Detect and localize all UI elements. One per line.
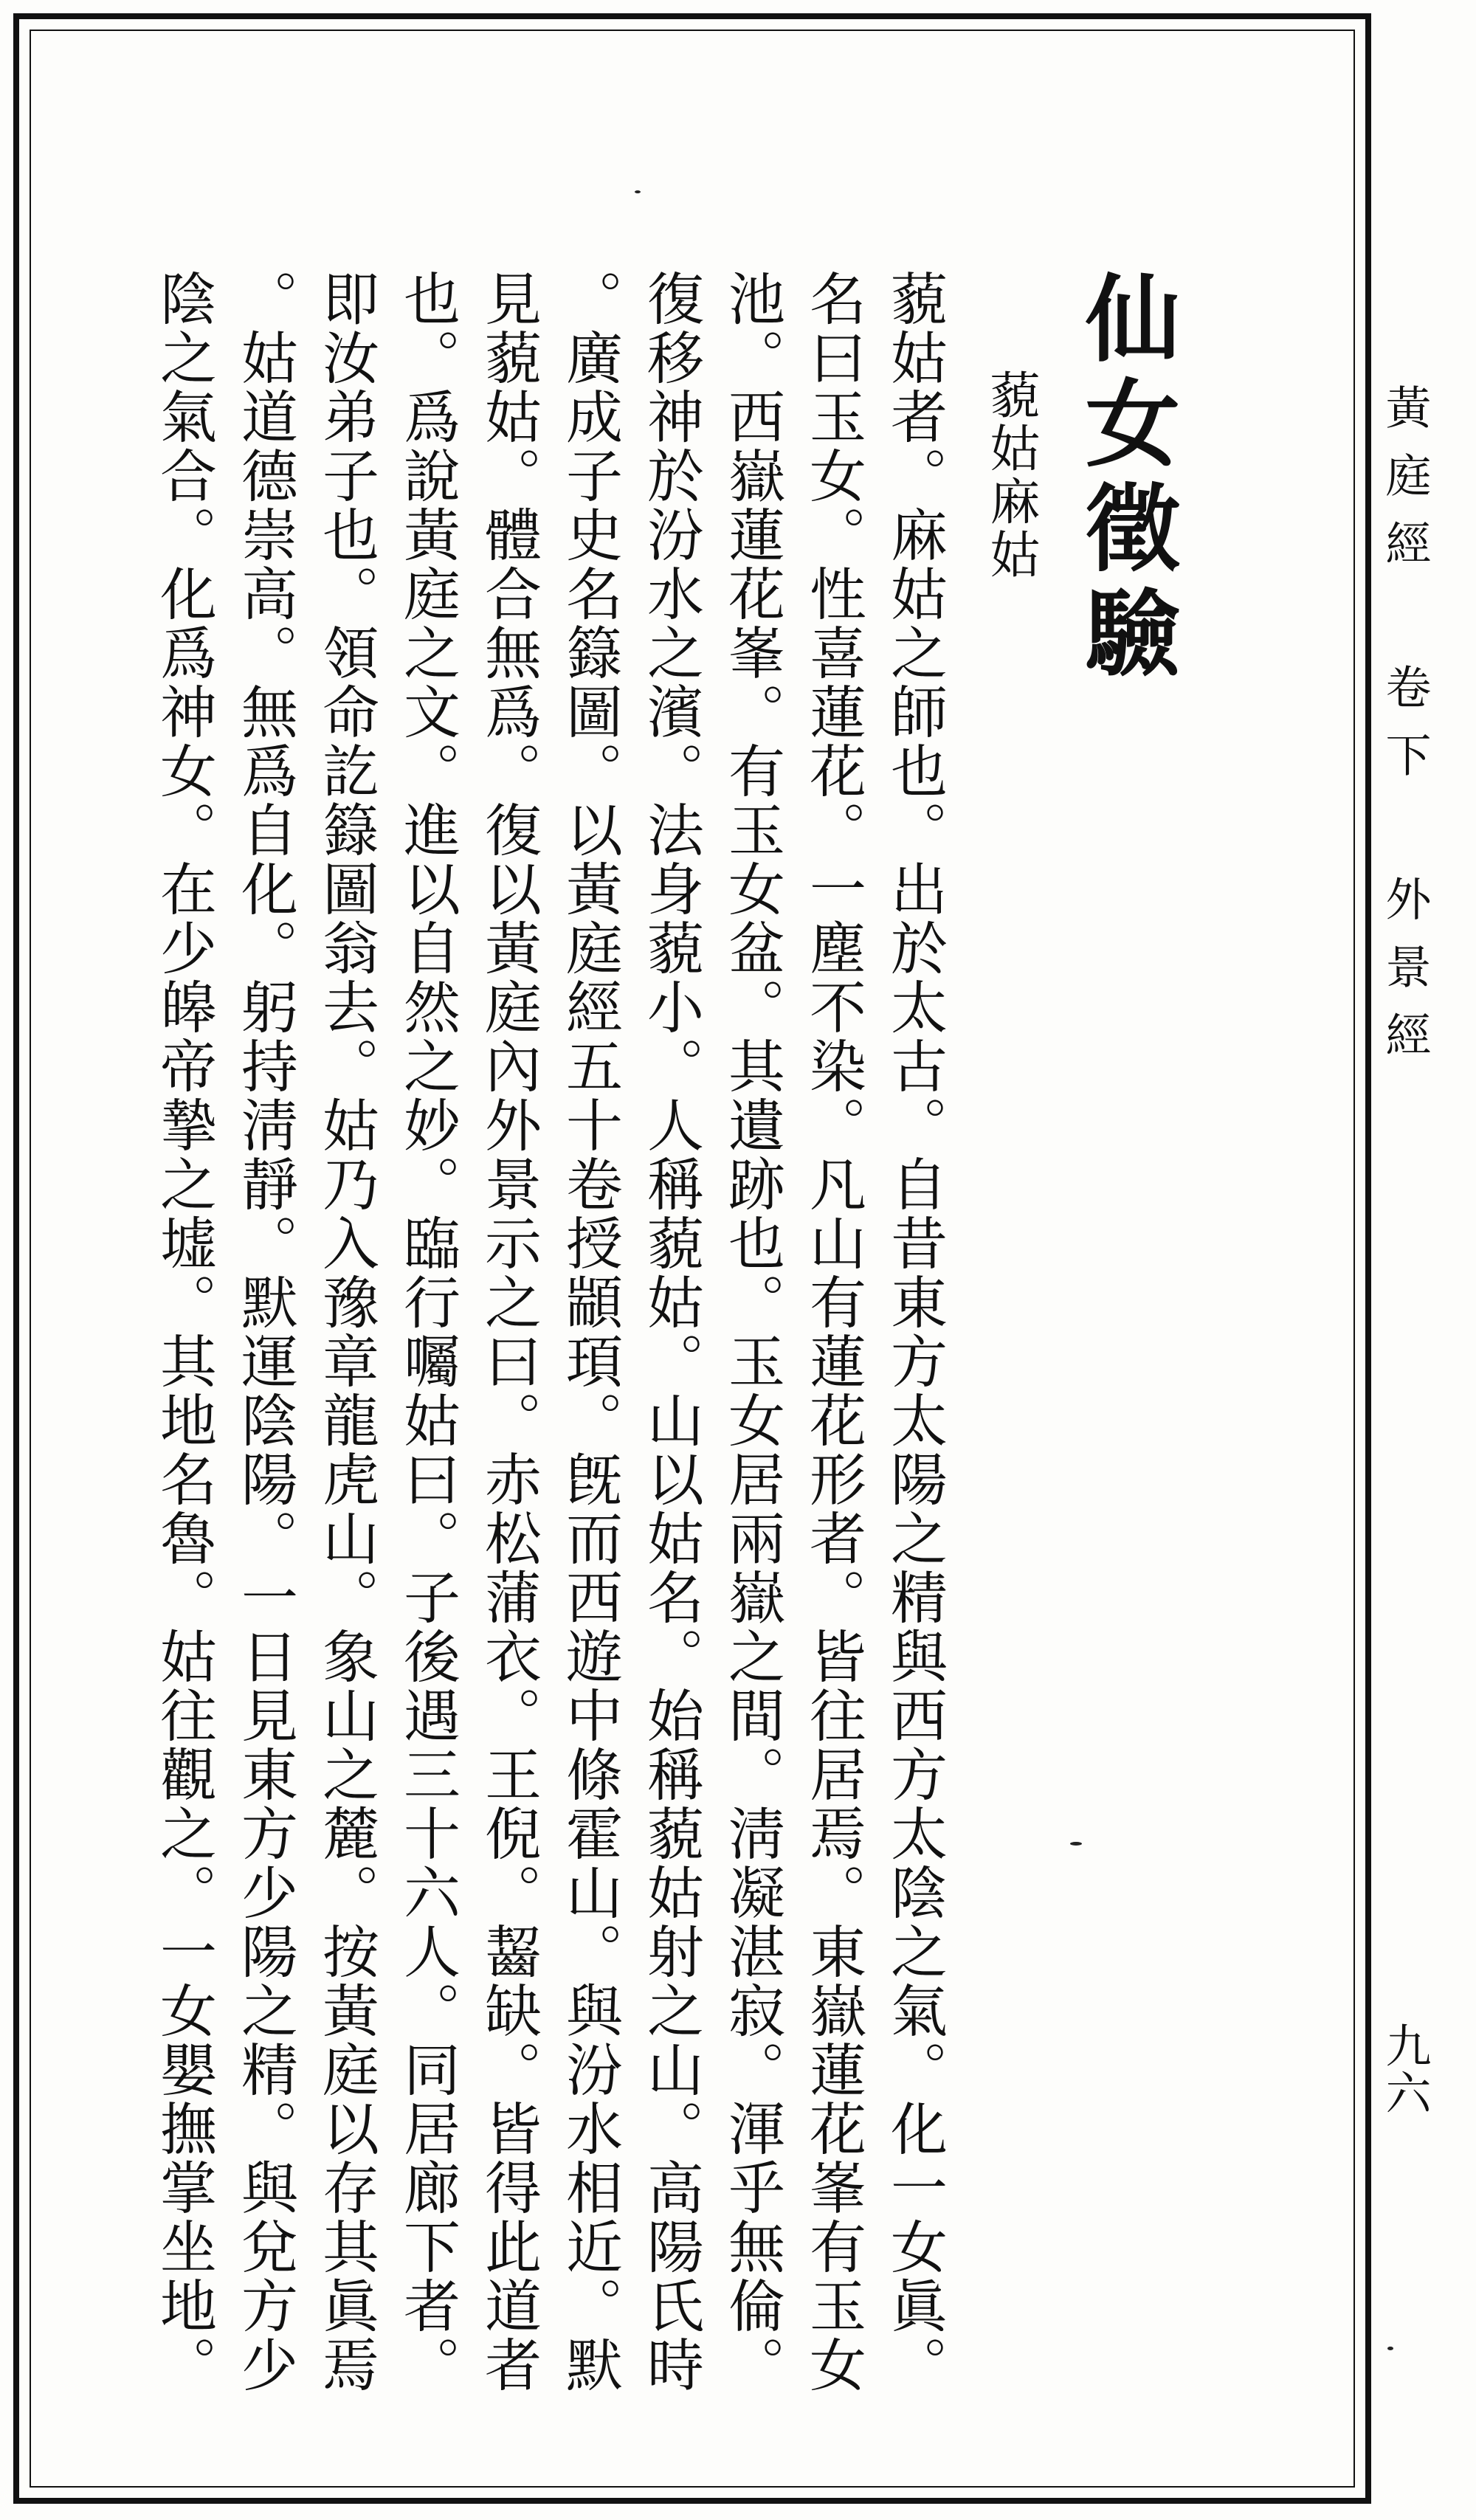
running-head: 黃庭經 卷下 外景經 bbox=[1378, 384, 1432, 1079]
body-column-2: 名曰玉女。性喜蓮花。一塵不染。凡山有蓮花形者。皆往居焉。東嶽蓮花峯有玉女 bbox=[800, 269, 866, 2395]
body-column-6: 見藐姑。體合無爲。復以黃庭內外景示之曰。赤松蒲衣。王倪。齧缺。皆得此道者 bbox=[475, 269, 541, 2395]
body-column-8: 即汝弟子也。領命訖籙圖翁去。姑乃入豫章龍虎山。象山之麓。按黃庭以存其眞焉 bbox=[313, 269, 379, 2395]
body-column-7: 也。爲說黃庭之文。進以自然之妙。臨行囑姑曰。子後遇三十六人。同居廊下者。 bbox=[394, 269, 460, 2395]
body-column-5: 。廣成子史名籙圖。以黃庭經五十卷授顓頊。旣而西遊中條霍山。與汾水相近。默 bbox=[556, 269, 622, 2395]
body-column-3: 池。西嶽蓮花峯。有玉女盆。其遺跡也。玉女居兩嶽之間。淸凝湛寂。渾乎無倫。 bbox=[719, 269, 784, 2395]
page-number: 九六 bbox=[1378, 2022, 1432, 2116]
scan-speck bbox=[1070, 1842, 1082, 1846]
section-subtitle: 藐姑麻姑 bbox=[982, 369, 1040, 581]
scan-speck bbox=[635, 190, 641, 193]
body-column-4: 復移神於汾水之濱。法身藐小。人稱藐姑。山以姑名。始稱藐姑射之山。高陽氏時 bbox=[638, 269, 703, 2395]
body-column-10: 陰之氣合。化爲神女。在少皞帝摯之墟。其地名魯。姑往觀之。一女嬰撫掌坐地。 bbox=[151, 269, 216, 2395]
section-title: 仙女徵驗 bbox=[1069, 269, 1180, 688]
scan-speck bbox=[1387, 2347, 1393, 2350]
body-column-1: 藐姑者。麻姑之師也。出於太古。自昔東方太陽之精與西方太陰之氣。化一女眞。 bbox=[881, 269, 947, 2395]
body-column-9: 。姑道德崇高。無爲自化。躬持淸靜。默運陰陽。一日見東方少陽之精。與兌方少 bbox=[232, 269, 297, 2395]
